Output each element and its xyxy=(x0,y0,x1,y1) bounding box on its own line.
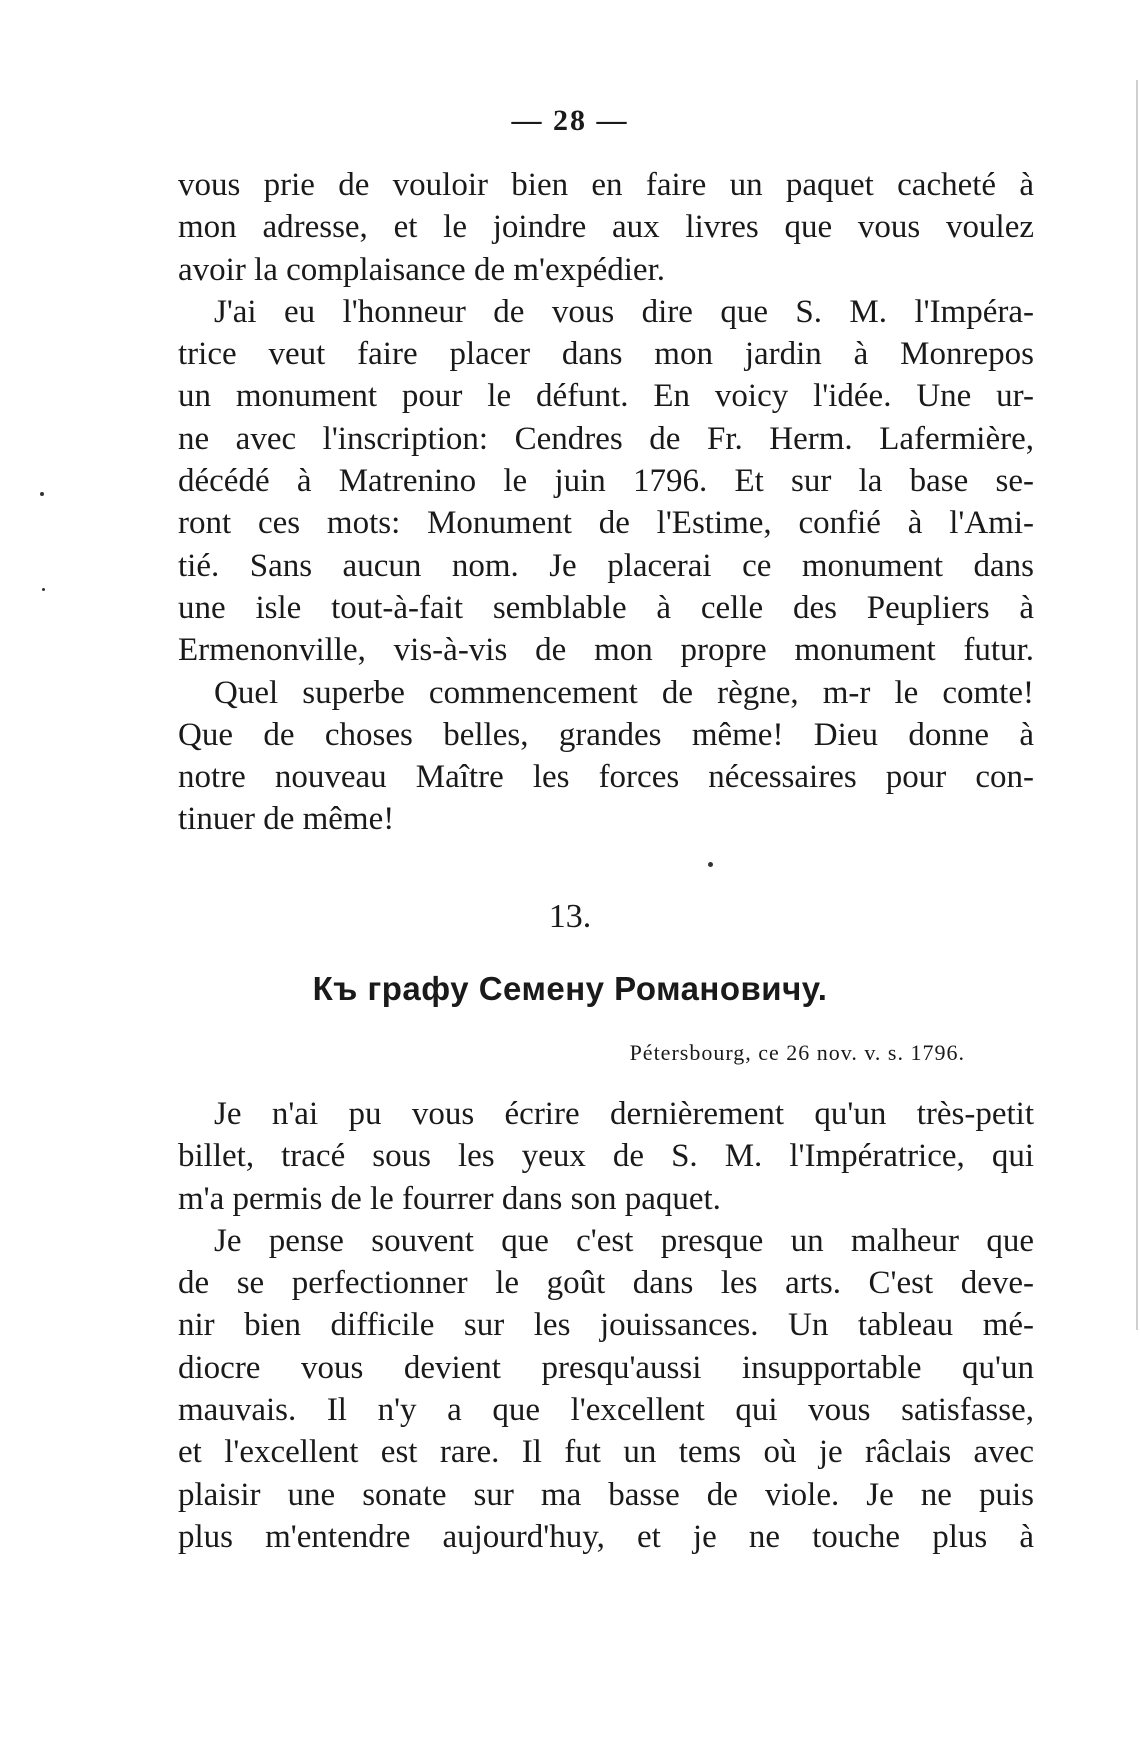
text-line: nir bien difficile sur les jouissances. Un tableau mé- xyxy=(178,1307,1034,1344)
text-line: et l'excellent est rare. Il fut un tems où je râclais avec xyxy=(178,1434,1034,1471)
text-line: Quel superbe commencement de règne, m-r le comte! xyxy=(214,674,1034,711)
dateline: Pétersbourg, ce 26 nov. v. s. 1796. xyxy=(629,1040,965,1065)
text-line: Je n'ai pu vous écrire dernièrement qu'un très-petit xyxy=(214,1096,1034,1132)
text-line: tinuer de même! xyxy=(178,801,395,838)
text-line: un monument pour le défunt. En voicy l'idée. Une ur- xyxy=(178,378,1034,415)
text-line: Je pense souvent que c'est presque un malheur que xyxy=(214,1222,1034,1259)
text-line: ne avec l'inscription: Cendres de Fr. Herm. Lafermière, xyxy=(178,420,1034,457)
text-line: vous prie de vouloir bien en faire un paquet cacheté à xyxy=(178,167,1034,203)
text-line: de se perfectionner le goût dans les arts. C'est deve- xyxy=(178,1265,1034,1302)
text-line: billet, tracé sous les yeux de S. M. l'Impératrice, qui xyxy=(178,1138,1034,1175)
text-line: une isle tout-à-fait semblable à celle des Peupliers à xyxy=(178,589,1034,626)
text-line: mon adresse, et le joindre aux livres que vous voulez xyxy=(178,209,1034,246)
text-line: diocre vous devient presqu'aussi insupportable qu'un xyxy=(178,1349,1034,1386)
text-line: m'a permis de le fourrer dans son paquet. xyxy=(178,1180,721,1217)
text-line: avoir la complaisance de m'expédier. xyxy=(178,251,665,288)
text-line: ront ces mots: Monument de l'Estime, confié à l'Ami- xyxy=(178,505,1034,542)
text-line: J'ai eu l'honneur de vous dire que S. M. l'Impéra- xyxy=(214,293,1034,330)
paragraph-block-2 xyxy=(178,1093,1034,1558)
paragraph-block-1 xyxy=(178,164,1034,841)
text-line: trice veut faire placer dans mon jardin à Monrepos xyxy=(178,336,1034,373)
text-line: notre nouveau Maître les forces nécessaires pour con- xyxy=(178,759,1034,796)
ink-speck xyxy=(42,588,45,591)
text-line: plus m'entendre aujourd'huy, et je ne touche plus à xyxy=(178,1518,1034,1555)
text-line: tié. Sans aucun nom. Je placerai ce monument dans xyxy=(178,547,1034,584)
ink-speck xyxy=(40,492,44,496)
text-line: Que de choses belles, grandes même! Dieu donne à xyxy=(178,716,1034,753)
letter-title: Къ графу Семену Романовичу. xyxy=(312,970,828,1007)
text-line: mauvais. Il n'y a que l'excellent qui vous satisfasse, xyxy=(178,1392,1034,1429)
text-line: plaisir une sonate sur ma basse de viole. Je ne puis xyxy=(178,1476,1034,1513)
section-number: 13. xyxy=(548,898,592,935)
text-line: Ermenonville, vis-à-vis de mon propre monument futur. xyxy=(178,632,1034,669)
page-edge-line xyxy=(1136,80,1138,1330)
ink-speck xyxy=(708,862,713,867)
page-number: — 28 — xyxy=(511,104,629,137)
text-line: décédé à Matrenino le juin 1796. Et sur la base se- xyxy=(178,463,1034,500)
